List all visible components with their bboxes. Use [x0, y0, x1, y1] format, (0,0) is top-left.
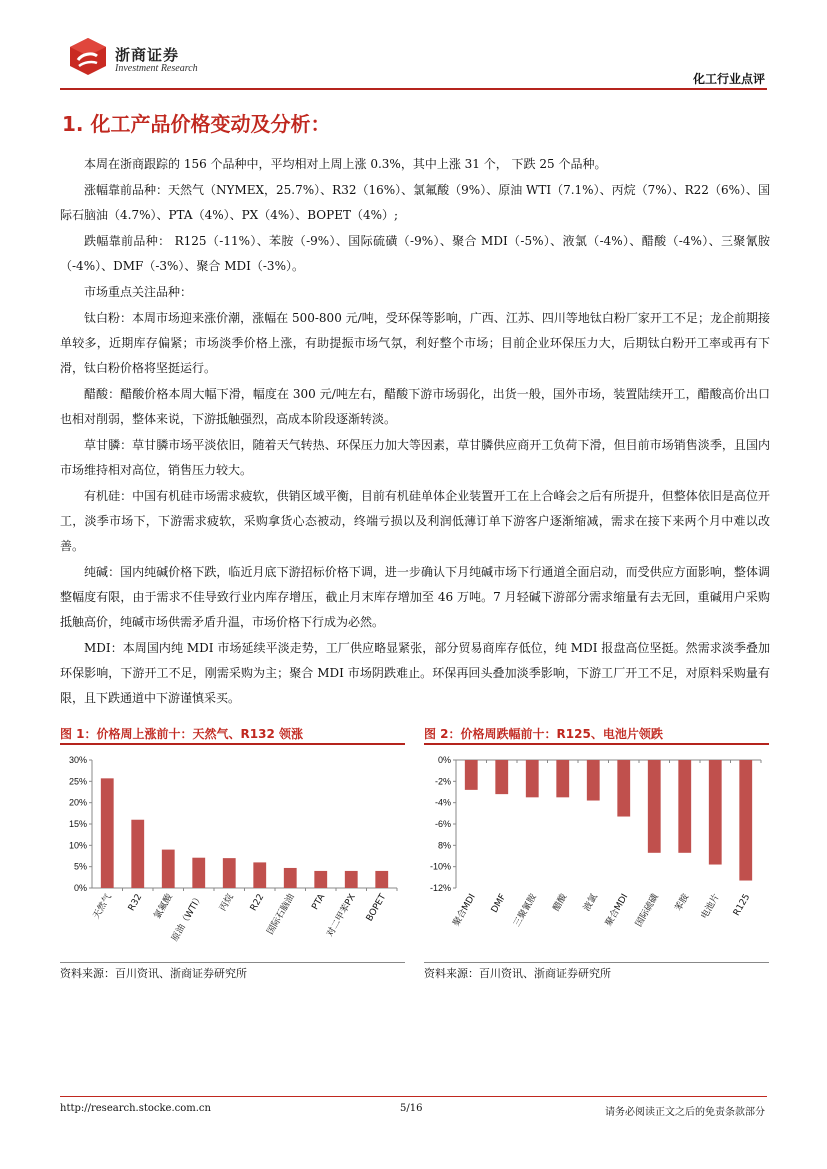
x-tick-label: 原油（WTI） [170, 892, 206, 944]
paragraph-losers: 跌幅靠前品种： R125（-11%）、苯胺（-9%）、国际硫磺（-9%）、聚合 MDI（-5%）、液氯（-4%）、醋酸（-4%）、三聚氰胺（-4%）、DMF（-3%）、聚合 MDI（-3%）。 [60, 234, 770, 273]
footer-disclaimer: 请务必阅读正文之后的免责条款部分 [605, 1107, 765, 1118]
paragraph-silicone: 有机硅：中国有机硅市场需求疲软，供销区域平衡，目前有机硅单体企业装置开工在上合峰会之后有所提升，但整体依旧是高位开工，淡季市场下，下游需求疲软，采购拿货心态被动，终端亏损以及利润低薄订单下游客户逐渐缩减，需求在接下来两个月中难以改善。 [60, 489, 770, 553]
brand-english: Investment Research [115, 63, 198, 74]
y-tick-label: 20% [68, 797, 87, 808]
bar [587, 760, 600, 801]
bar [465, 760, 478, 790]
y-tick-label: 10% [68, 840, 87, 851]
y-tick-label: -10% [429, 861, 451, 872]
y-tick-label: -6% [434, 819, 451, 829]
y-tick-label: 0% [73, 883, 87, 893]
footer-url[interactable]: http://research.stocke.com.cn [60, 1103, 211, 1114]
y-tick-label: 30% [68, 755, 87, 765]
footer-divider [60, 1096, 767, 1097]
bar [223, 858, 236, 888]
figure1-bottom-rule [60, 962, 405, 963]
x-tick-label: BOPET [364, 892, 389, 924]
bar [739, 760, 752, 881]
x-tick-label: 丙烷 [218, 892, 236, 914]
x-tick-label: 液氯 [582, 892, 600, 914]
y-tick-label: 15% [68, 819, 87, 829]
bar [526, 760, 539, 797]
paragraph-titanium-dioxide: 钛白粉：本周市场迎来涨价潮，涨幅在 500-800 元/吨，受环保等影响，广西、江苏、四川等地钛白粉厂家开工不足；龙企前期接单较多，近期库存偏紧；市场淡季价格上涨，有助提振市场气氛，利好整个市场；目前企业环保压力大，后期钛白粉开工率或再有下滑，钛白粉价格将坚挺运行。 [60, 311, 770, 375]
x-tick-label: 醋酸 [551, 892, 570, 914]
paragraph-soda-ash: 纯碱：国内纯碱价格下跌，临近月底下游招标价格下调，进一步确认下月纯碱市场下行通道全面启动，而受供应方面影响，整体调整幅度有限，由于需求不佳导致行业内库存增压，截止月末库存增加至 46 万吨。7 月轻碱下游部分需求缩量有去无回，重碱用户采购抵触高价，纯碱市场供需矛盾升温，市场价格下行成为必然。 [60, 565, 770, 629]
bar [253, 862, 266, 888]
bar [617, 760, 630, 817]
bar [556, 760, 569, 797]
x-tick-label: 聚合MDI [451, 892, 478, 929]
bar [314, 871, 327, 888]
bar [131, 820, 144, 888]
paragraph-glyphosate: 草甘膦：草甘膦市场平淡依旧，随着天气转热、环保压力加大等因素，草甘膦供应商开工负荷下滑，但目前市场销售淡季，且国内市场维持相对高位，销售压力较大。 [60, 438, 770, 477]
bar [162, 850, 175, 888]
x-tick-label: 天然气 [91, 892, 114, 921]
x-tick-label: DMF [489, 892, 509, 915]
y-tick-label: 5% [73, 861, 87, 872]
figure1-chart [60, 748, 405, 960]
header-divider [60, 88, 767, 90]
bar [495, 760, 508, 794]
figure2-rule [424, 743, 769, 745]
x-tick-label: 国际硫磺 [634, 892, 661, 929]
report-category: 化工行业点评 [692, 72, 765, 86]
x-tick-label: 氯氟酸 [152, 892, 175, 921]
company-logo-icon [66, 36, 110, 76]
paragraph-summary: 本周在浙商跟踪的 156 个品种中，平均相对上周上涨 0.3%，其中上涨 31 个， 下跌 25 个品种。 [84, 157, 607, 171]
x-tick-label: R125 [731, 892, 753, 918]
bar [345, 871, 358, 888]
bar [284, 868, 297, 888]
body-text [60, 152, 770, 712]
figure2-source: 资料来源：百川资讯、浙商证券研究所 [424, 967, 611, 980]
bar [192, 858, 205, 888]
y-tick-label: 25% [68, 776, 87, 787]
figure1-source: 资料来源：百川资讯、浙商证券研究所 [60, 967, 247, 980]
paragraph-gainers: 涨幅靠前品种：天然气（NYMEX，25.7%）、R32（16%）、氯氟酸（9%）、原油 WTI（7.1%）、丙烷（7%）、R22（6%）、国际石脑油（4.7%）、PTA（4%）、PX（4%）、BOPET（4%）; [60, 183, 770, 222]
paragraph-focus-heading: 市场重点关注品种： [84, 285, 193, 299]
y-tick-label: 8% [437, 840, 451, 851]
y-tick-label: -12% [429, 883, 451, 893]
x-tick-label: 对二甲苯PX [325, 892, 358, 939]
figure2-bottom-rule [424, 962, 769, 963]
bar [101, 778, 114, 888]
paragraph-acetic-acid: 醋酸：醋酸价格本周大幅下滑，幅度在 300 元/吨左右，醋酸下游市场弱化，出货一般，国外市场，装置陆续开工，醋酸高价出口也相对削弱，整体来说，下游抵触强烈，高成本阶段逐渐转淡。 [60, 387, 770, 426]
x-tick-label: 电池片 [699, 892, 722, 921]
x-tick-label: 苯胺 [673, 892, 692, 914]
figure1-title: 图 1：价格周上涨前十：天然气、R132 领涨 [60, 727, 303, 741]
brand-name: 浙商证券 [115, 46, 180, 64]
figure2-chart [424, 748, 769, 960]
bar [709, 760, 722, 865]
y-tick-label: -2% [434, 776, 451, 787]
bar [678, 760, 691, 853]
x-tick-label: 聚合MDI [604, 892, 631, 929]
section-title: 1. 化工产品价格变动及分析： [62, 112, 331, 136]
paragraph-mdi: MDI：本周国内纯 MDI 市场延续平淡走势，工厂供应略显紧张，部分贸易商库存低位，纯 MDI 报盘高位坚挺。然需求淡季叠加环保影响，下游开工不足，刚需采购为主；聚合 MDI 市场阴跌难止。环保再回头叠加淡季影响，下游工厂开工不足，对原料采购量有限，且下跌通道中下游谨慎采买。 [60, 641, 770, 705]
figure1-rule [60, 743, 405, 745]
figure2-title: 图 2：价格周跌幅前十：R125、电池片领跌 [424, 727, 663, 741]
x-tick-label: 三聚氰胺 [512, 892, 539, 929]
y-tick-label: -4% [434, 797, 451, 808]
page-number: 5/16 [400, 1103, 423, 1114]
bar [648, 760, 661, 853]
x-tick-label: R32 [126, 892, 145, 913]
x-tick-label: 国际石脑油 [265, 892, 297, 937]
x-tick-label: R22 [248, 892, 267, 913]
bar [375, 871, 388, 888]
y-tick-label: 0% [437, 755, 451, 765]
x-tick-label: PTA [310, 892, 328, 912]
